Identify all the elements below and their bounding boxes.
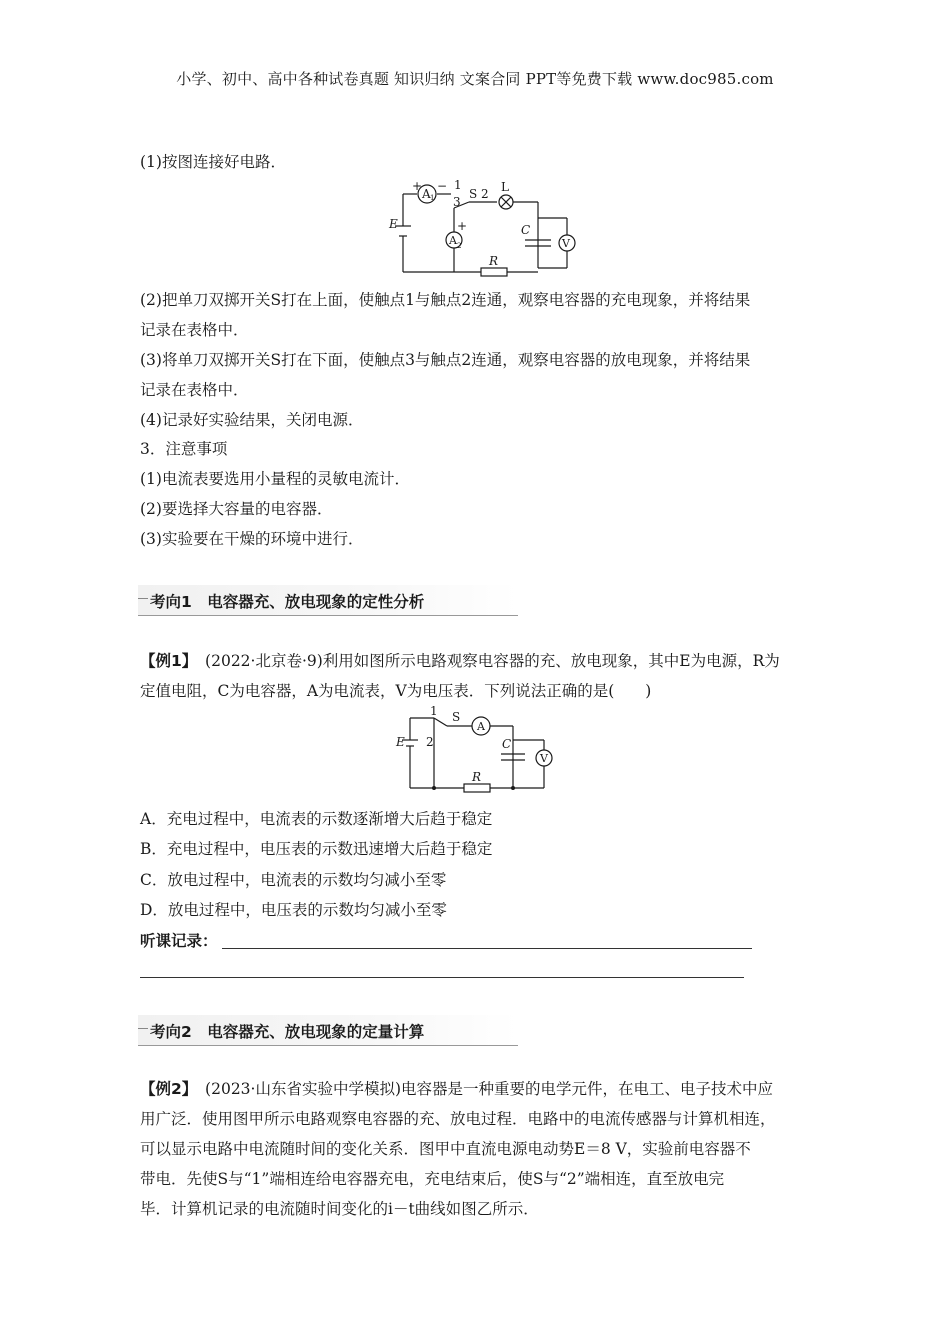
- note-2: (2)要选择大容量的电容器．: [140, 500, 333, 518]
- page-header: 小学、初中、高中各种试卷真题 知识归纳 文案合同 PPT等免费下载 www.doc985.com: [176, 70, 774, 88]
- notes-line-2[interactable]: [140, 977, 744, 978]
- example-1-text-1: (2022·北京卷·9)利用如图所示电路观察电容器的充、放电现象，其中E为电源，R为: [189, 652, 780, 670]
- example-1-line-1: [140, 651, 820, 671]
- notes-label: 听课记录：: [140, 932, 218, 950]
- example-2-line-5: 毕．计算机记录的电流随时间变化的i－t曲线如图乙所示．: [140, 1200, 539, 1218]
- c1-l: L: [501, 180, 509, 194]
- step-2-line-1: (2)把单刀双掷开关S打在上面，使触点1与触点2连通，观察电容器的充电现象，并将结果: [140, 291, 751, 309]
- section-heading-1-text: 考向1 电容器充、放电现象的定性分析: [150, 593, 425, 611]
- section-heading-2-text: 考向2 电容器充、放电现象的定量计算: [150, 1023, 425, 1041]
- c1-c: C: [521, 223, 531, 237]
- section-heading-1: [138, 585, 518, 617]
- option-c: C．放电过程中，电流表的示数均匀减小至零: [140, 871, 447, 889]
- option-a: A．充电过程中，电流表的示数逐渐增大后趋于稳定: [140, 810, 493, 828]
- example-2-line-4: 带电．先使S与“1”端相连给电容器充电，充电结束后，使S与“2”端相连，直至放电完: [140, 1170, 725, 1188]
- note-3: (3)实验要在干燥的环境中进行．: [140, 530, 364, 548]
- c1-plus-a1: +: [412, 179, 423, 193]
- note-1: (1)电流表要选用小量程的灵敏电流计．: [140, 470, 410, 488]
- example-1-line-2: 定值电阻，C为电容器，A为电流表，V为电压表．下列说法正确的是( ): [140, 682, 652, 700]
- step-1: (1)按图连接好电路．: [140, 153, 286, 171]
- circuit-diagram-1: [385, 178, 585, 278]
- example-2-text-1: (2023·山东省实验中学模拟)电容器是一种重要的电学元件，在电工、电子技术中应: [189, 1080, 774, 1098]
- step-2-line-2: 记录在表格中．: [140, 321, 249, 339]
- c2-v: V: [540, 752, 548, 765]
- c2-s: S: [452, 710, 461, 724]
- example-2-line-1: [140, 1079, 820, 1099]
- c2-e: E: [396, 735, 405, 749]
- c2-a: A: [477, 720, 485, 733]
- c1-r: R: [489, 254, 499, 268]
- notes-title: 3．注意事项: [140, 440, 228, 458]
- c1-a1-sub: 1: [430, 194, 435, 202]
- example-2-tag: 【例2】: [140, 1080, 190, 1098]
- notes-line-1[interactable]: [222, 948, 752, 949]
- c1-t3: 3: [453, 195, 461, 209]
- c1-e: E: [389, 217, 398, 231]
- c1-plus-a2: +: [457, 219, 468, 233]
- example-2-line-3: 可以显示电路中电流随时间的变化关系．图甲中直流电源电动势E＝8 V，实验前电容器不: [140, 1140, 751, 1158]
- c1-a2: A: [449, 234, 457, 247]
- section-heading-2: [138, 1015, 518, 1047]
- c2-t2: 2: [426, 735, 434, 749]
- example-1-tag: 【例1】: [140, 652, 190, 670]
- c1-v: V: [562, 237, 570, 250]
- c1-a2-sub: 2: [457, 242, 462, 250]
- c2-c: C: [502, 737, 512, 751]
- c2-t1: 1: [430, 706, 438, 718]
- c1-s: S: [469, 187, 478, 201]
- example-2-line-2: 用广泛．使用图甲所示电路观察电容器的充、放电过程．电路中的电流传感器与计算机相连，: [140, 1110, 776, 1128]
- step-3-line-1: (3)将单刀双掷开关S打在下面，使触点3与触点2连通，观察电容器的放电现象，并将结果: [140, 351, 751, 369]
- step-4: (4)记录好实验结果，关闭电源．: [140, 411, 364, 429]
- c1-minus-a1: −: [437, 179, 448, 193]
- step-3-line-2: 记录在表格中．: [140, 381, 249, 399]
- c1-a1: A: [422, 187, 431, 201]
- option-b: B．充电过程中，电压表的示数迅速增大后趋于稳定: [140, 840, 493, 858]
- circuit-diagram-2: [392, 706, 562, 794]
- c1-t1: 1: [454, 178, 462, 192]
- c1-t2: 2: [481, 187, 489, 201]
- c2-r: R: [472, 770, 482, 784]
- option-d: D．放电过程中，电压表的示数均匀减小至零: [140, 901, 447, 919]
